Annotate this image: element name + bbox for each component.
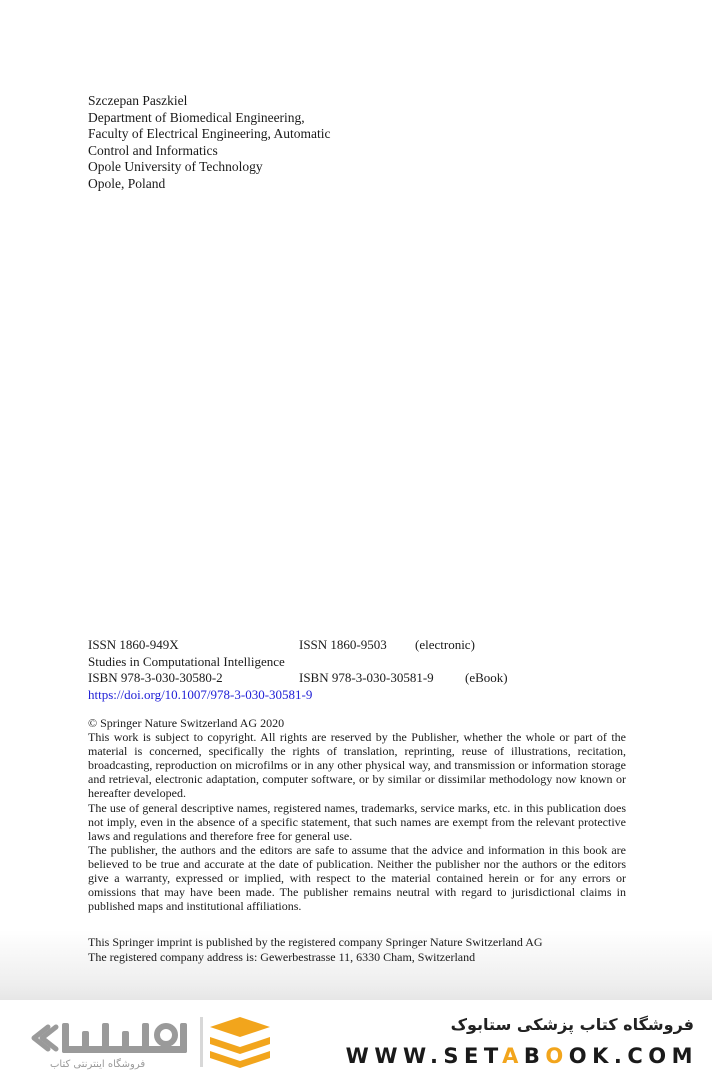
address-line: The registered company address is: Gewerbestrasse 11, 6330 Cham, Switzerland (88, 949, 476, 964)
isbn-row (88, 670, 628, 687)
trademark-paragraph: The use of general descriptive names, registered names, trademarks, service marks, etc. in this publication does not imply, even in the absence of a specific statement, that such names are exempt from the relevant protective laws and regulations and therefore free for general use. (88, 800, 626, 843)
affiliation-line: Faculty of Electrical Engineering, Automatic (88, 126, 331, 141)
affiliation-line: Opole, Poland (88, 175, 166, 191)
doi-row (88, 687, 628, 704)
isbn-ebook-tag: (eBook) (465, 670, 508, 685)
isbn-print: ISBN 978-3-030-30580-2 (88, 670, 223, 685)
issn-print: ISSN 1860-949X (88, 637, 179, 652)
issn-electronic-tag: (electronic) (415, 637, 475, 652)
setabook-logo (30, 1013, 280, 1071)
logo-tagline: فروشگاه اینترنتی کتاب (50, 1059, 146, 1070)
stacked-books-icon (210, 1017, 270, 1068)
disclaimer-paragraph: The publisher, the authors and the editors are safe to assume that the advice and information in this book are believed to be true and accurate at the date of publication. Neither the publisher nor the authors or the editors give a warranty, expressed or implied, with respect to the material contained herein or for any errors or omissions that may have been made. The publisher remains neutral with regard to jurisdictional claims in published maps and institutional affiliations. (88, 842, 626, 914)
doi-link[interactable]: https://doi.org/10.1007/978-3-030-30581-9 (88, 686, 313, 702)
setabook-logo-graphic (30, 1013, 280, 1071)
author-affiliation (88, 93, 331, 192)
affiliation-line: Control and Informatics (88, 142, 218, 158)
legal-notice (88, 716, 626, 913)
store-name: فروشگاه کتاب پزشکی ستابوک (450, 1015, 694, 1034)
author-name: Szczepan Paszkiel (88, 93, 188, 108)
bibliographic-info (88, 637, 628, 703)
copyright-line: © Springer Nature Switzerland AG 2020 (88, 716, 285, 730)
url-part: OK.COM (568, 1044, 698, 1068)
series-title: Studies in Computational Intelligence (88, 653, 285, 669)
issn-electronic: ISSN 1860-9503 (299, 637, 387, 652)
isbn-ebook: ISBN 978-3-030-30581-9 (299, 670, 434, 685)
url-highlight: O (545, 1044, 569, 1068)
series-row (88, 654, 628, 671)
url-part: B (523, 1044, 546, 1068)
url-highlight: A (502, 1044, 524, 1068)
imprint-info (88, 935, 628, 964)
issn-row (88, 637, 628, 654)
affiliation-line: Opole University of Technology (88, 159, 263, 174)
store-url[interactable] (346, 1044, 698, 1068)
affiliation-line: Department of Biomedical Engineering, (88, 109, 305, 125)
copyright-paragraph: This work is subject to copyright. All rights are reserved by the Publisher, whether the whole or part of the material is concerned, specifically the rights of translation, reprinting, reuse of illustrations, recitation, broadcasting, reproduction on microfilms or in any other physical way, and transmission or information storage and retrieval, electronic adaptation, computer software, or by similar or dissimilar methodology now known or hereafter developed. (88, 730, 626, 801)
imprint-line: This Springer imprint is published by the registered company Springer Nature Switzerland AG (88, 935, 543, 949)
url-part: WWW.SET (345, 1044, 503, 1068)
watermark-banner (0, 1000, 712, 1079)
